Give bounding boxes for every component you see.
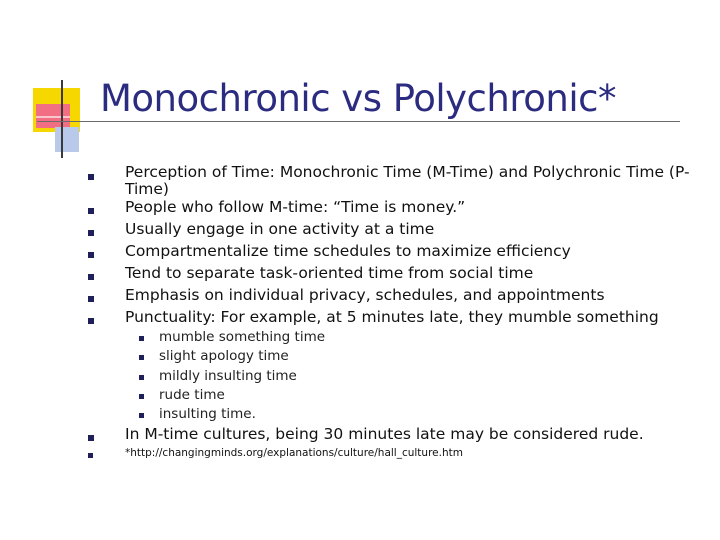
bullet-punctuality: Punctuality: For example, at 5 minutes late, they mumble something — [125, 308, 659, 326]
sub-bullet-rude: rude time — [159, 387, 225, 403]
bullet-time-is-money: People who follow M-time: “Time is money.” — [125, 198, 466, 216]
bullet-perception: Perception of Time: Monochronic Time (M-Time) and Polychronic Time (P-Time) — [125, 163, 690, 198]
bullet-marker — [88, 274, 94, 280]
sub-bullet-mildly-insulting: mildly insulting time — [159, 368, 297, 384]
title-underline — [37, 121, 680, 122]
logo-blue-block — [55, 127, 79, 152]
bullet-marker — [88, 230, 94, 236]
bullet-privacy: Emphasis on individual privacy, schedules, and appointments — [125, 286, 605, 304]
sub-bullet-mumble: mumble something time — [159, 329, 326, 345]
bullet-marker — [88, 435, 94, 441]
sub-bullet-marker — [139, 413, 144, 418]
bullet-marker — [88, 318, 94, 324]
bullet-compartmentalize: Compartmentalize time schedules to maximize efficiency — [125, 242, 571, 260]
sub-bullet-insulting: insulting time. — [159, 406, 256, 422]
bullet-marker — [88, 453, 93, 458]
slide-title: Monochronic vs Polychronic* — [100, 77, 616, 120]
bullet-marker — [88, 174, 94, 180]
sub-bullet-marker — [139, 394, 144, 399]
sub-bullet-marker — [139, 375, 144, 380]
sub-bullet-apology: slight apology time — [159, 348, 289, 364]
bullet-separate-time: Tend to separate task-oriented time from social time — [125, 264, 534, 282]
bullet-marker — [88, 296, 94, 302]
bullet-thirty-minutes: In M-time cultures, being 30 minutes late may be considered rude. — [125, 425, 644, 443]
logo-pink-stripe — [36, 116, 70, 118]
sub-bullet-marker — [139, 336, 144, 341]
logo-vertical-line — [61, 80, 63, 158]
bullet-one-activity: Usually engage in one activity at a time — [125, 220, 435, 238]
sub-bullet-marker — [139, 355, 144, 360]
bullet-marker — [88, 252, 94, 258]
source-citation: *http://changingminds.org/explanations/culture/hall_culture.htm — [125, 447, 463, 459]
bullet-marker — [88, 208, 94, 214]
